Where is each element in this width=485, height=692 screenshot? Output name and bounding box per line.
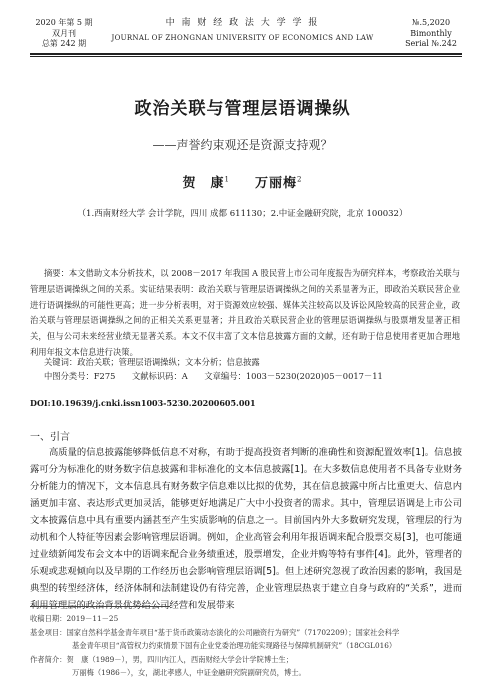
frequency-cn: 双月刊 — [52, 28, 76, 38]
author-affil-mark: 1 — [224, 175, 230, 184]
issue-number-en: №.5,2020 — [411, 18, 451, 27]
header-rule-thin — [30, 56, 462, 57]
issue-number-cn: 2020 年第 5 期 — [35, 18, 93, 27]
author-list — [0, 172, 485, 191]
fund-info: 基金项目：国家自然科学基金青年项目“基于货币政策动态演化的公司融资行为研究”（71702209）；国家社会科学 — [30, 627, 400, 637]
issue-info-en — [400, 18, 462, 50]
abstract: 摘要：本文借助文本分析技术，以 2008－2017 年我国 A 股民营上市公司年度报告为研究样本，考察政治关联与管理层语调操纵之间的关系。实证结果表明：政治关联与管理层语调操纵之间的关系显著为正，即政治关联民营企业进行语调操纵的可能性更高；进一步分析表明，对于资源效应较强、媒体关注较高以及诉讼风险较高的民营企业，政治关联与管理层语调操纵之间的正相关关系更显著；并且政治关联民营企业的管理层语调操纵与股票增发显著正相关，但与公司未来经营业绩无显著关系。本文不仅丰富了文本信息披露方面的文献，还有助于信息使用者更加合理地利用年报文本信息进行决策。 — [30, 268, 460, 357]
doi: DOI:10.19639/j.cnki.issn1003-5230.20200605.001 — [30, 398, 256, 408]
article-subtitle: ——声誉约束观还是资源支持观？ — [152, 138, 333, 152]
footnote-rule — [30, 606, 170, 607]
author-affiliation: （1.西南财经大学 会计学院，四川 成都 611130；2.中证金融研究院，北京 100032） — [77, 209, 408, 219]
keywords: 关键词：政治关联；管理层语调操纵；文本分析；信息披露 — [44, 357, 260, 367]
author-name: 贺 康 — [182, 176, 225, 191]
journal-name-cn: 中 南 财 经 政 法 大 学 学 报 — [165, 18, 320, 28]
issue-info-cn — [32, 18, 96, 50]
header-rule-thick — [30, 53, 462, 55]
footnotes — [30, 612, 462, 680]
author-bio-cont: 万丽梅（1986－），女，湖北孝感人，中证金融研究院副研究员，博士。 — [72, 668, 306, 678]
author-bio: 作者简介：贺 康（1989－），男，四川内江人，西南财经大学会计学院博士生； — [30, 654, 294, 664]
classification-info: 中图分类号：F275 文献标识码：A 文章编号：1003－5230(2020)05－0017－11 — [44, 371, 383, 381]
body-paragraph: 高质量的信息披露能够降低信息不对称，有助于提高投资者判断的准确性和资源配置效率[1]。信息披露可分为标准化的财务数字信息披露和非标准化的文本信息披露[1]。在大多数信息使用者不具备专业财务分析能力的情况下，文本信息具有财务数字信息难以比拟的优势，其在信息披露中所占比重更大、信息内涵更加丰富、表达形式更加灵活，能够更好地满足广大中小投资者的需求。其中，管理层语调是上市公司文本披露信息中具有重要内涵甚至产生实质影响的信息之一。目前国内外大多数研究发现，管理层的行为动机和个人特征等因素会影响管理层语调。例如，企业高管会利用年报语调来配合股票交易[3]，也可能通过业绩新闻发布会文本中的语调来配合业务绩重述，股票增发，企业并购等特有事件[4]。此外，管理者的乐观或悲观倾向以及早期的工作经历也会影响管理层语调[5]。但上述研究忽视了政治因素的影响，我国是典型的转型经济体，经济体制和法制建设仍有待完善，企业管理层热衷于建立自身与政府的“关系”，进而利用管理层的政治背景优势给公司经营和发展带来 — [30, 447, 462, 611]
author-affil-mark: 2 — [297, 175, 303, 184]
author-name: 万丽梅 — [255, 176, 298, 191]
section-heading: 一、引言 — [30, 432, 70, 443]
frequency-en: Bimonthly — [410, 28, 452, 38]
journal-masthead — [105, 18, 380, 43]
fund-info-cont: 基金青年项目“高管权力约束情景下国有企业党委治理功能实现路径与保障机制研究”（18CGL016） — [72, 641, 397, 651]
journal-name-en: JOURNAL OF ZHONGNAN UNIVERSITY OF ECONOMICS AND LAW — [111, 34, 374, 42]
serial-number-cn: 总第 242 期 — [41, 39, 87, 48]
received-date: 收稿日期：2019－11－25 — [30, 614, 119, 623]
article-title: 政治关联与管理层语调操纵 — [134, 99, 351, 119]
serial-number-en: Serial №.242 — [405, 39, 457, 48]
